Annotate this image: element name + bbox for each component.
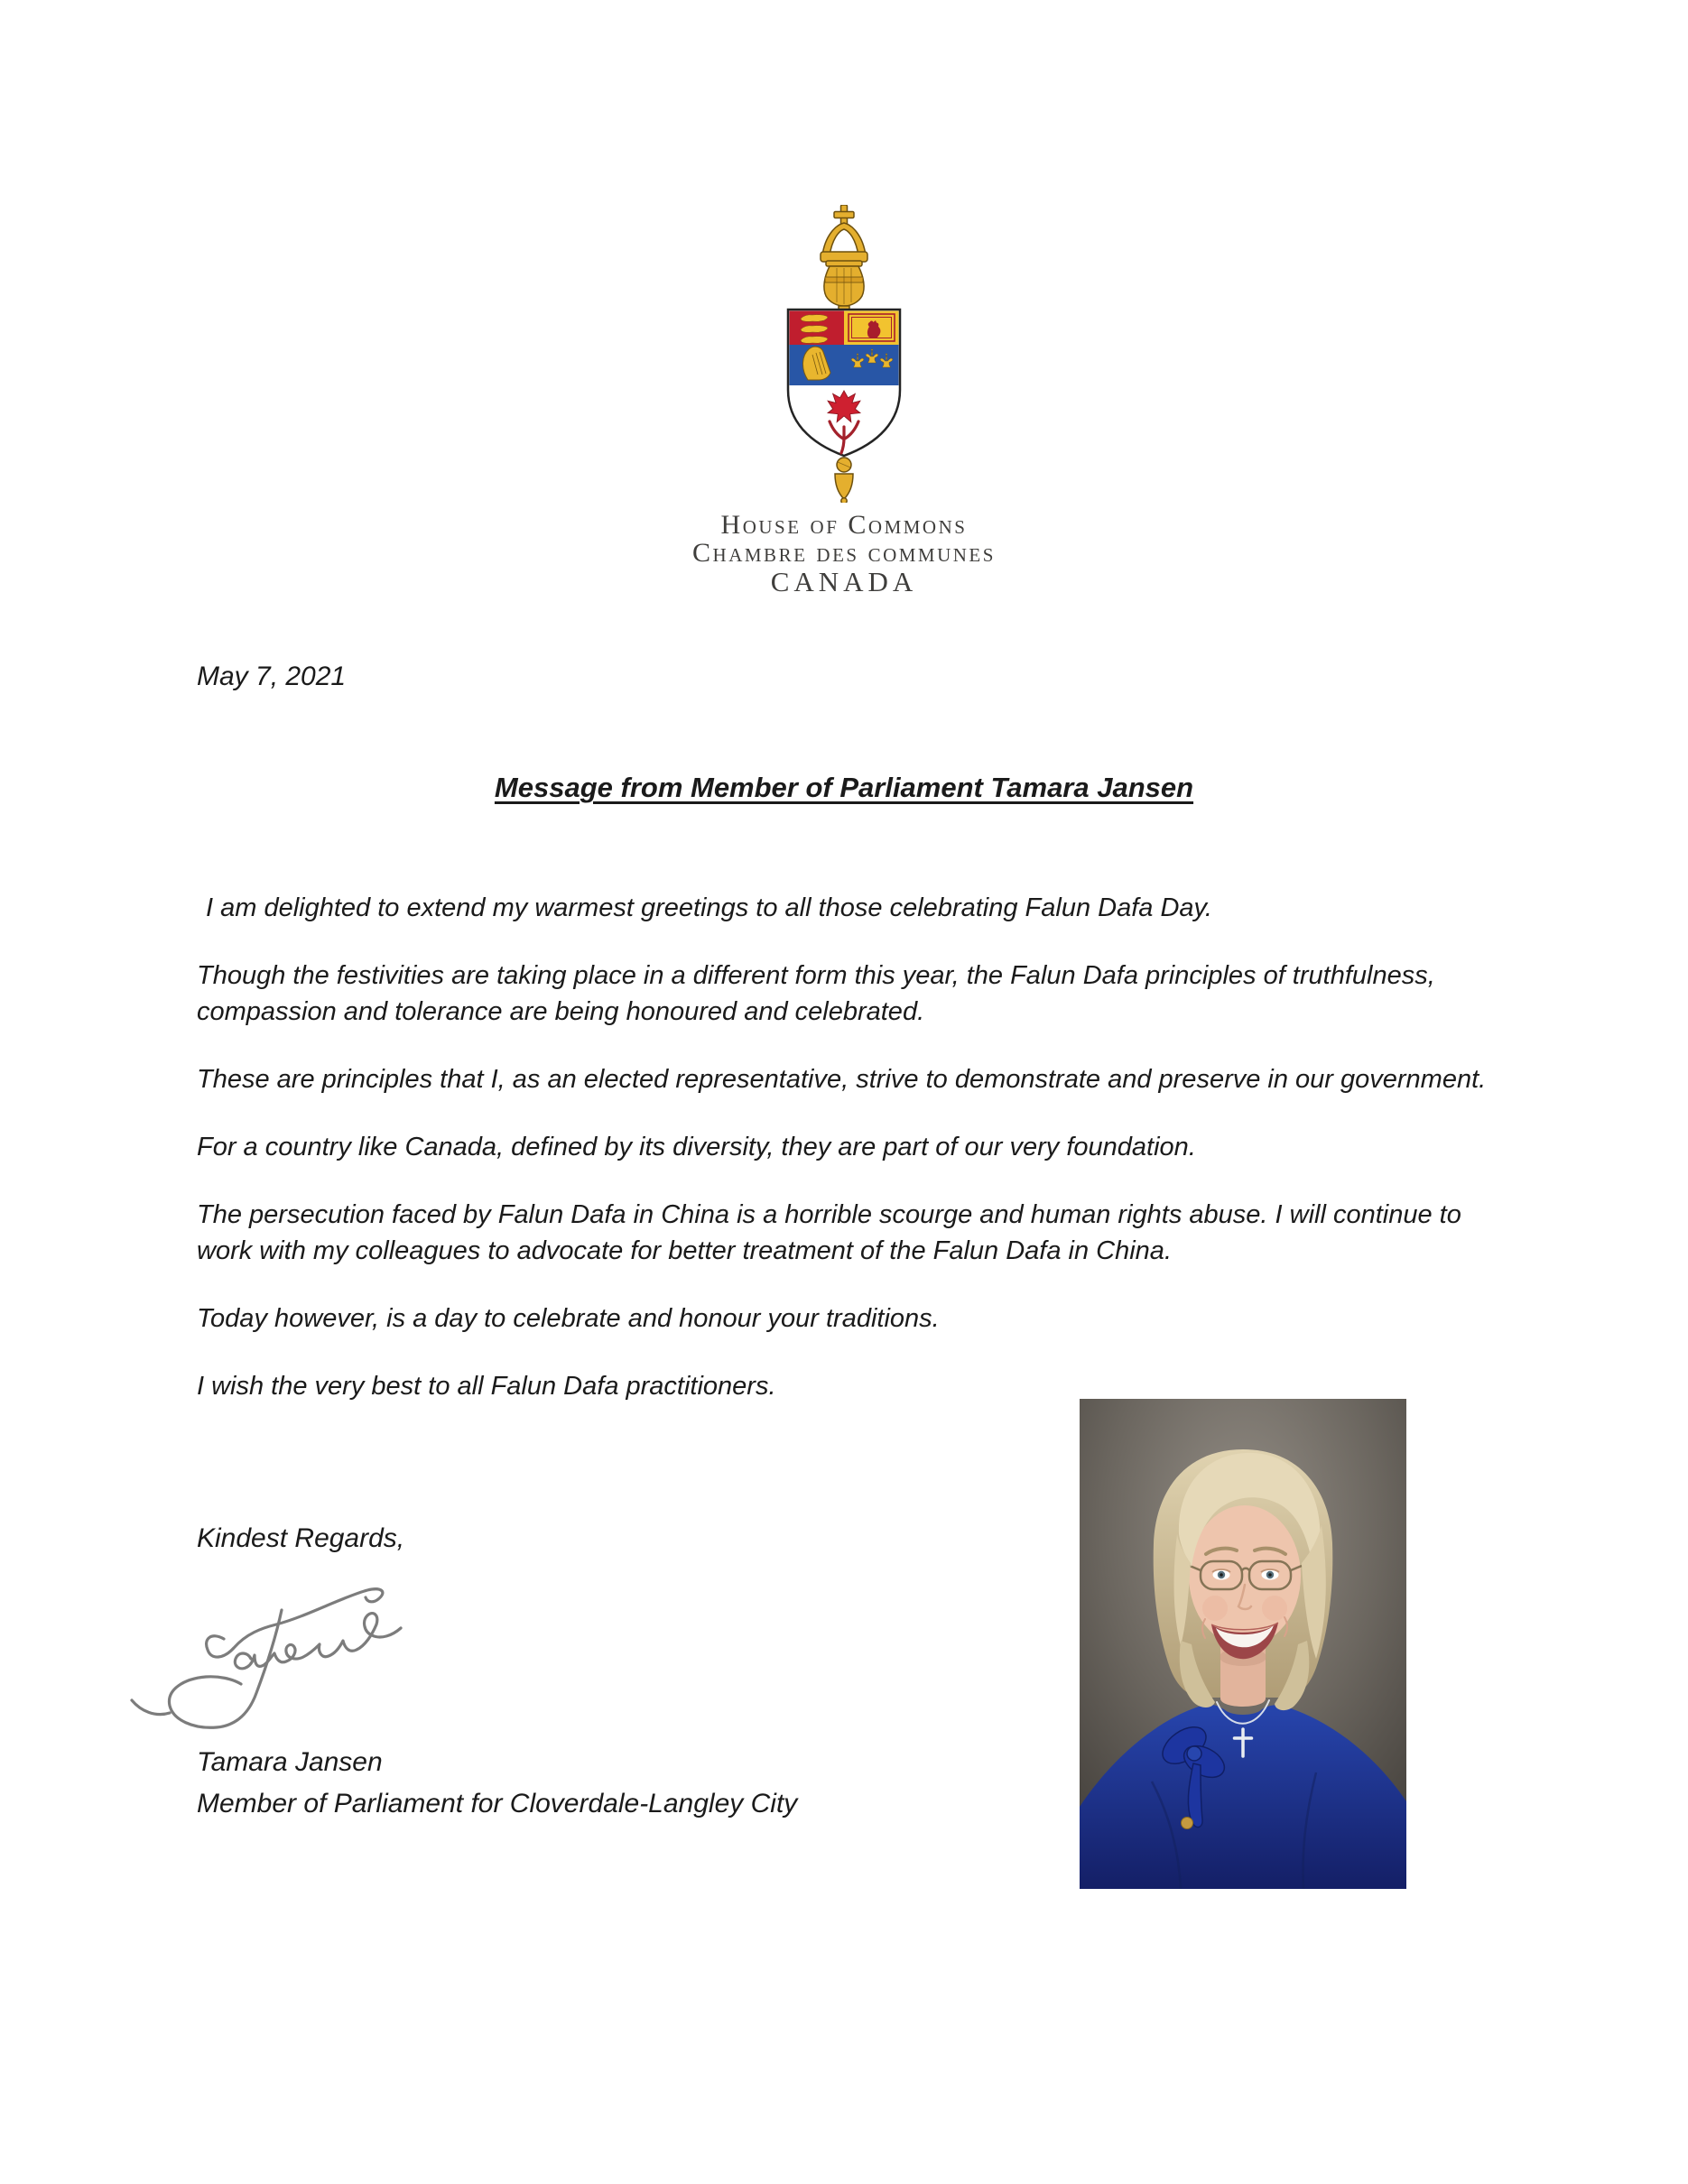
ireland-quarter [790, 345, 845, 385]
letterhead-wordmark [0, 511, 1688, 597]
paragraph-foundation: For a country like Canada, defined by its diversity, they are part of our very foundation. [197, 1133, 1196, 1161]
scotland-quarter [844, 311, 899, 346]
signature-handwriting-jansen [117, 1552, 496, 1760]
paragraph-persecution: The persecution faced by Falun Dafa in China is a horrible scourge and human rights abuse. I will continue to work with my colleagues to advocate for better treatment of the Falun Dafa in China. [197, 1200, 1461, 1265]
letterhead-org-fr: Chambre des communes [692, 538, 996, 568]
letter-heading-text: Message from Member of Parliament Tamara Jansen [494, 772, 1194, 803]
signer-name: Tamara Jansen [197, 1747, 383, 1777]
lapel-pin [1182, 1818, 1193, 1829]
letterhead-country: CANADA [770, 566, 918, 597]
mp-portrait-photo [1080, 1399, 1406, 1889]
france-quarter [844, 345, 899, 385]
paragraph-festivities: Though the festivities are taking place in a different form this year, the Falun Dafa principles of truthfulness, compassion and tolerance are being honoured and celebrated. [197, 961, 1435, 1026]
letter-body [197, 890, 1524, 1436]
portrait-image [1080, 1399, 1406, 1889]
paragraph-wishes: I wish the very best to all Falun Dafa practitioners. [197, 1372, 776, 1401]
house-of-commons-crest-icon [736, 205, 952, 503]
signer-title: Member of Parliament for Cloverdale-Langley City [197, 1789, 798, 1818]
mace-bottom [835, 458, 853, 503]
mace-top [821, 205, 867, 315]
letterhead-org-en: House of Commons [720, 510, 968, 540]
signature-block [197, 1742, 797, 1825]
paragraph-celebrate: Today however, is a day to celebrate and honour your traditions. [197, 1304, 940, 1333]
letter-heading [199, 772, 1489, 804]
paragraph-principles: These are principles that I, as an elected representative, strive to demonstrate and preserve in our government. [197, 1065, 1487, 1094]
shield [788, 310, 952, 503]
portrait-face [1189, 1505, 1301, 1646]
letter-date: May 7, 2021 [197, 662, 347, 691]
england-quarter [790, 311, 845, 346]
paragraph-greeting: I am delighted to extend my warmest greetings to all those celebrating Falun Dafa Day. [206, 893, 1212, 922]
letter-closing: Kindest Regards, [197, 1523, 405, 1553]
